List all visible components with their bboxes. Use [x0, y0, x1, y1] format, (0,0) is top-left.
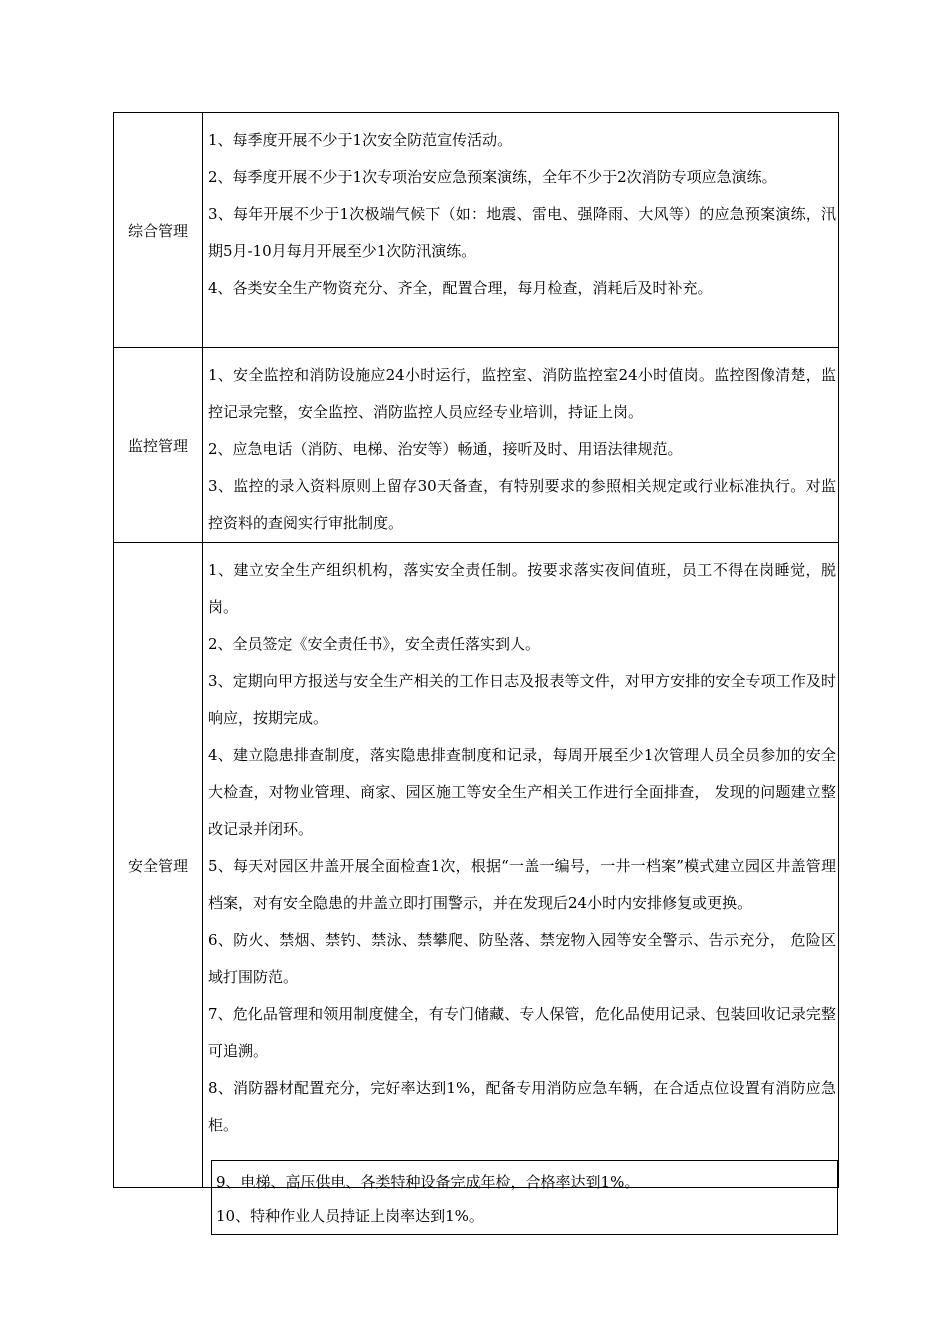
content-cell [203, 543, 839, 1188]
list-item: 2、全员签定《安全责任书》，安全责任落实到人。 [208, 635, 541, 653]
list-item: 9、电梯、高压供电、各类特种设备完成年检，合格率达到1%。 [216, 1173, 640, 1191]
list-item: 7、危化品管理和领用制度健全，有专门储藏、专人保管，危化品使用记录、包装回收记录完整可追溯。 [208, 1005, 836, 1060]
list-item: 2、应急电话（消防、电梯、治安等）畅通，接听及时、用语法律规范。 [208, 440, 683, 458]
category-cell: 安全管理 [114, 543, 203, 1188]
list-item: 2、每季度开展不少于1次专项治安应急预案演练，全年不少于2次消防专项应急演练。 [208, 168, 777, 186]
category-cell: 综合管理 [114, 113, 203, 348]
list-item: 3、每年开展不少于1次极端气候下（如：地震、雷电、强降雨、大风等）的应急预案演练，汛期5月-10月每月开展至少1次防汛演练。 [208, 205, 836, 260]
list-item: 3、定期向甲方报送与安全生产相关的工作日志及报表等文件，对甲方安排的安全专项工作及时响应，按期完成。 [208, 672, 836, 727]
list-item: 6、防火、禁烟、禁钓、禁泳、禁攀爬、防坠落、禁宠物入园等安全警示、告示充分， 危险区域打围防范。 [208, 931, 836, 986]
content-cell [203, 348, 839, 543]
requirements-table [113, 112, 839, 1188]
content-cell [203, 113, 839, 348]
list-item: 4、各类安全生产物资充分、齐全，配置合理，每月检查，消耗后及时补充。 [208, 279, 713, 297]
category-cell: 监控管理 [114, 348, 203, 543]
list-item: 1、安全监控和消防设施应24小时运行，监控室、消防监控室24小时值岗。监控图像清楚，监控记录完整，安全监控、消防监控人员应经专业培训，持证上岗。 [208, 366, 836, 421]
list-item: 1、每季度开展不少于1次安全防范宣传活动。 [208, 131, 513, 149]
table-row [114, 113, 839, 348]
continuation-box [211, 1160, 838, 1235]
list-item: 10、特种作业人员持证上岗率达到1%。 [216, 1207, 484, 1225]
table-row [114, 543, 839, 1188]
list-item: 3、监控的录入资料原则上留存30天备查，有特别要求的参照相关规定或行业标准执行。对监控资料的查阅实行审批制度。 [208, 477, 836, 532]
table-row [114, 348, 839, 543]
list-item: 5、每天对园区井盖开展全面检查1次，根据“一盖一编号，一井一档案”模式建立园区井盖管理档案，对有安全隐患的井盖立即打围警示，并在发现后24小时内安排修复或更换。 [208, 857, 836, 912]
list-item: 1、建立安全生产组织机构，落实安全责任制。按要求落实夜间值班，员工不得在岗睡觉，脱岗。 [208, 561, 836, 616]
list-item: 8、消防器材配置充分，完好率达到1%，配备专用消防应急车辆，在合适点位设置有消防应急柜。 [208, 1079, 836, 1134]
list-item: 4、建立隐患排查制度，落实隐患排查制度和记录，每周开展至少1次管理人员全员参加的安全大检查，对物业管理、商家、园区施工等安全生产相关工作进行全面排查， 发现的问题建立整改记录并闭环。 [208, 746, 836, 838]
